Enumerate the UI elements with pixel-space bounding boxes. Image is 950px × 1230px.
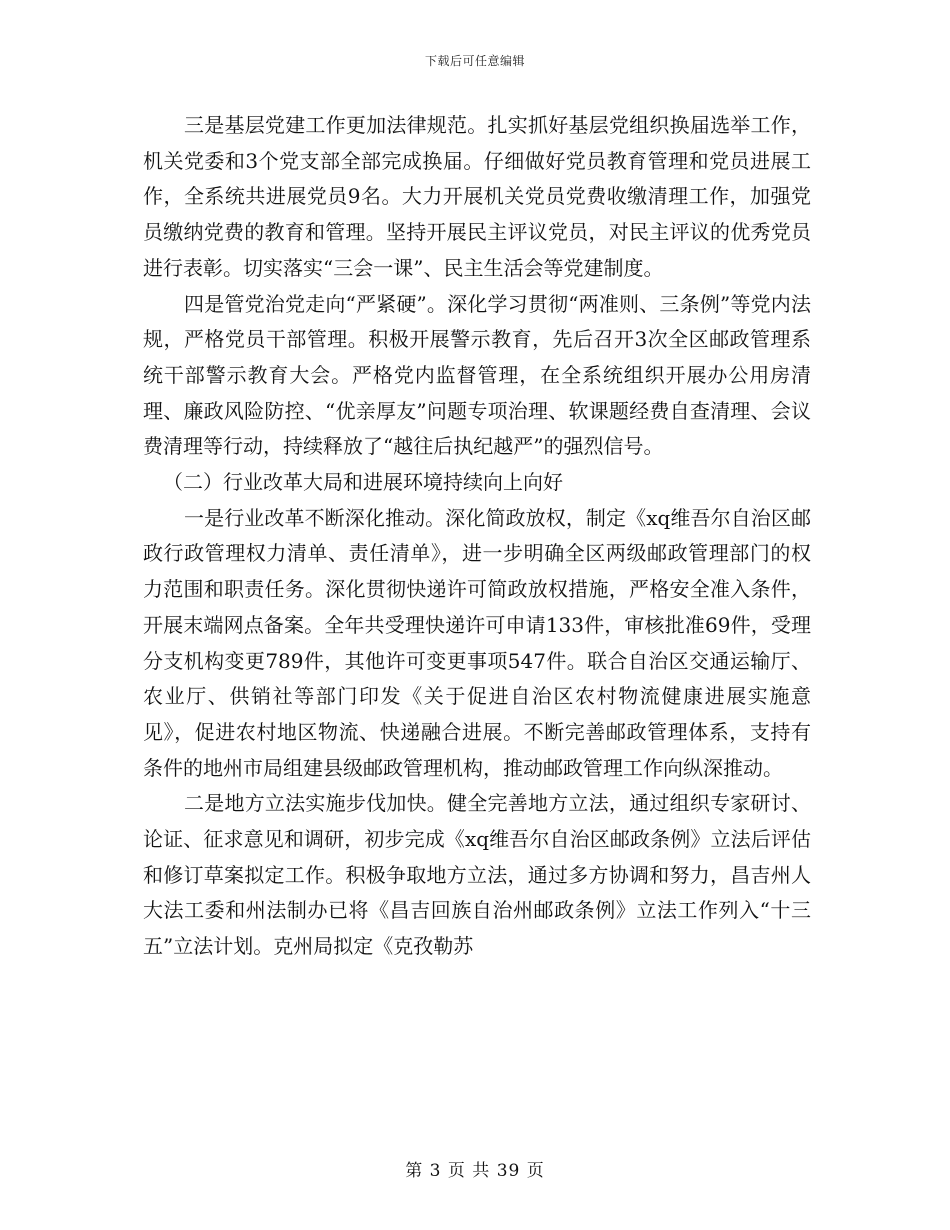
document-body — [143, 108, 811, 965]
section-heading: （二）行业改革大局和进展环境持续向上向好 — [163, 470, 563, 495]
paragraph-industry-reform: 一是行业改革不断深化推动。深化简政放权，制定《xq维吾尔自治区邮政行政管理权力清单、责任清单》，进一步明确全区两级邮政管理部门的权力范围和职责任务。深化贯彻快递许可简政放权措施，严格安全准入条件，开展末端网点备案。全年共受理快递许可申请133件，审核批准69件，受理分支机构变更789件，其他许可变更事项547件。联合自治区交通运输厅、农业厅、供销社等部门印发《关于促进自治区农村物流健康进展实施意见》，促进农村地区物流、快递融合进展。不断完善邮政管理体系，支持有条件的地州市局组建县级邮政管理机构，推动邮政管理工作向纵深推动。 — [143, 505, 811, 780]
paragraph-party-building: 三是基层党建工作更加法律规范。扎实抓好基层党组织换届选举工作，机关党委和3个党支部全部完成换届。仔细做好党员教育管理和党员进展工作，全系统共进展党员9名。大力开展机关党员党费收缴清理工作，加强党员缴纳党费的教育和管理。坚持开展民主评议党员，对民主评议的优秀党员进行表彰。切实落实“三会一课”、民主生活会等党建制度。 — [143, 113, 811, 280]
paragraph-local-legislation: 二是地方立法实施步伐加快。健全完善地方立法，通过组织专家研讨、论证、征求意见和调研，初步完成《xq维吾尔自治区邮政条例》立法后评估和修订草案拟定工作。积极争取地方立法，通过多方协调和努力，昌吉州人大法工委和州法制办已将《昌吉回族自治州邮政条例》立法工作列入“十三五”立法计划。克州局拟定《克孜勒苏 — [143, 791, 811, 959]
page-number: 第 3 页 共 39 页 — [405, 1161, 545, 1181]
paragraph-party-discipline: 四是管党治党走向“严紧硬”。深化学习贯彻“两准则、三条例”等党内法规，严格党员干部管理。积极开展警示教育，先后召开3次全区邮政管理系统干部警示教育大会。严格党内监督管理，在全系统组织开展办公用房清理、廉政风险防控、“优亲厚友”问题专项治理、软课题经费自查清理、会议费清理等行动，持续释放了“越往后执纪越严”的强烈信号。 — [143, 291, 811, 459]
header-note: 下载后可任意编辑 — [424, 54, 525, 68]
